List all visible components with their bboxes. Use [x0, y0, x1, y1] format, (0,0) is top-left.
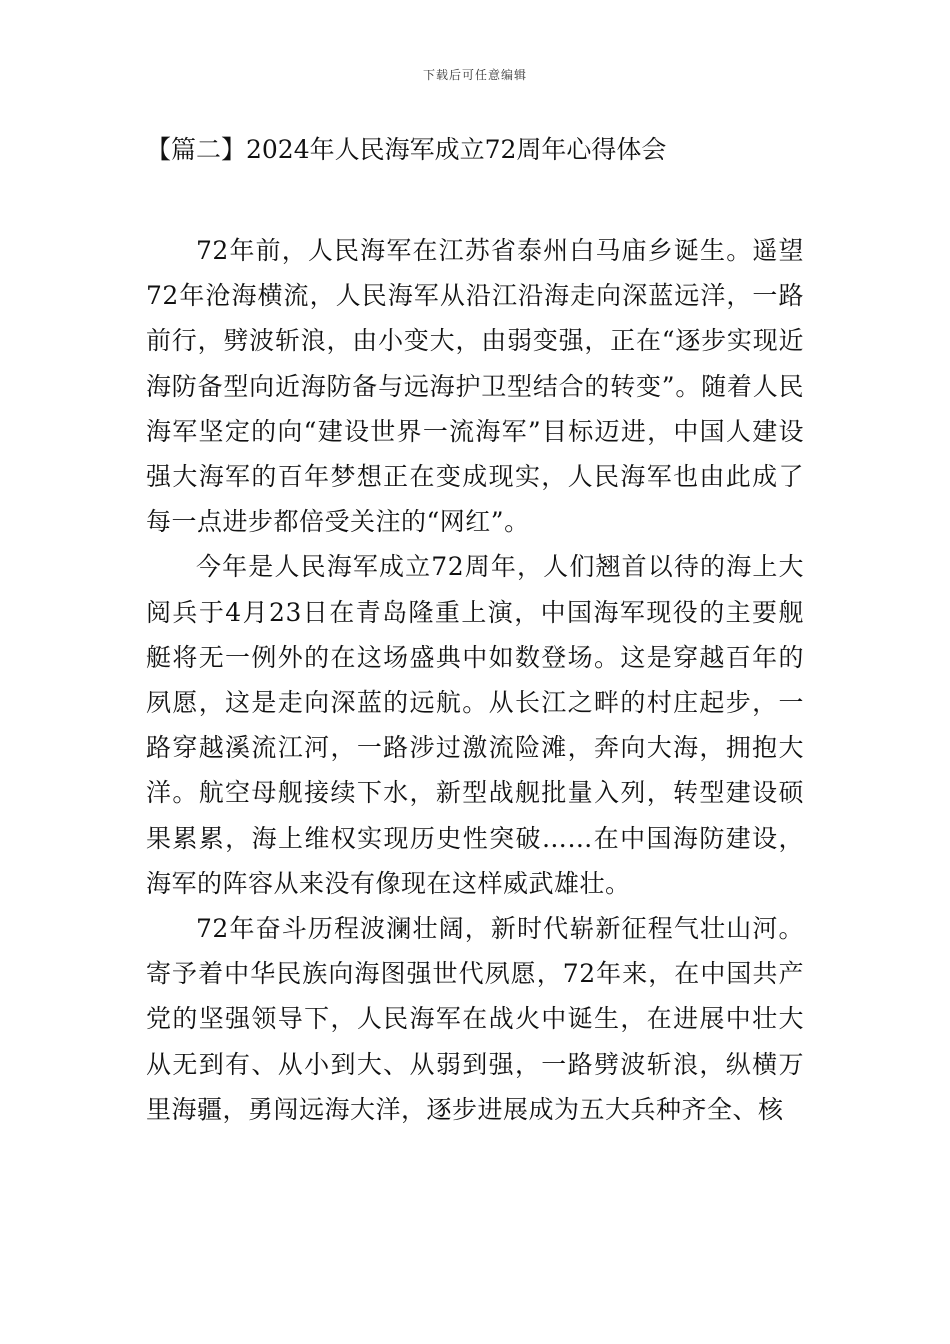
header-note: 下载后可任意编辑 — [422, 68, 527, 82]
document-body — [146, 228, 804, 1132]
paragraph-2: 今年是人民海军成立72周年，人们翘首以待的海上大阅兵于4月23日在青岛隆重上演，中国海军现役的主要舰艇将无一例外的在这场盛典中如数登场。这是穿越百年的夙愿，这是走向深蓝的远航。从长江之畔的村庄起步，一路穿越溪流江河，一路涉过激流险滩，奔向大海，拥抱大洋。航空母舰接续下水，新型战舰批量入列，转型建设硕果累累，海上维权实现历史性突破……在中国海防建设，海军的阵容从来没有像现在这样威武雄壮。 — [146, 552, 804, 898]
paragraph-1: 72年前，人民海军在江苏省泰州白马庙乡诞生。遥望72年沧海横流，人民海军从沿江沿海走向深蓝远洋，一路前行，劈波斩浪，由小变大，由弱变强，正在“逐步实现近海防备型向近海防备与远海护卫型结合的转变”。随着人民海军坚定的向“建设世界一流海军”目标迈进，中国人建设强大海军的百年梦想正在变成现实，人民海军也由此成了每一点进步都倍受关注的“网红”。 — [146, 236, 804, 537]
paragraph-3: 72年奋斗历程波澜壮阔，新时代崭新征程气壮山河。寄予着中华民族向海图强世代夙愿，72年来，在中国共产党的坚强领导下，人民海军在战火中诞生，在进展中壮大从无到有、从小到大、从弱到强，一路劈波斩浪，纵横万里海疆，勇闯远海大洋，逐步进展成为五大兵种齐全、核 — [146, 914, 804, 1124]
document-title: 【篇二】2024年人民海军成立72周年心得体会 — [146, 135, 667, 164]
